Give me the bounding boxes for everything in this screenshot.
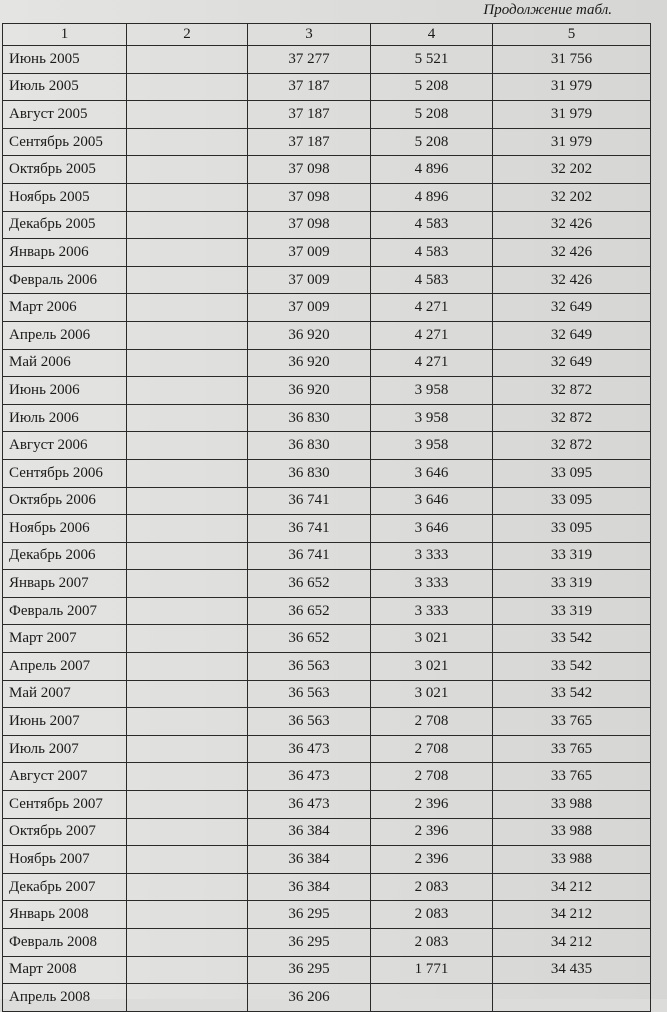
table-row (3, 183, 651, 211)
column-3-cell: 36 652 (248, 570, 371, 598)
period-cell: Июнь 2007 (3, 708, 127, 736)
column-2-cell (127, 653, 248, 681)
column-header-5: 5 (493, 24, 651, 46)
column-2-cell (127, 570, 248, 598)
column-2-cell (127, 818, 248, 846)
column-5-cell: 33 095 (493, 459, 651, 487)
period-cell: Декабрь 2006 (3, 542, 127, 570)
column-3-cell: 37 187 (248, 73, 371, 101)
column-5-cell: 33 095 (493, 515, 651, 543)
column-4-cell: 4 896 (371, 183, 493, 211)
column-2-cell (127, 432, 248, 460)
column-4-cell: 3 646 (371, 515, 493, 543)
column-5-cell: 33 765 (493, 763, 651, 791)
column-2-cell (127, 542, 248, 570)
column-5-cell: 32 649 (493, 349, 651, 377)
table-row (3, 487, 651, 515)
column-4-cell: 2 396 (371, 846, 493, 874)
table-body (3, 46, 651, 1012)
table-row (3, 956, 651, 984)
column-5-cell: 34 212 (493, 901, 651, 929)
column-3-cell: 36 384 (248, 846, 371, 874)
period-cell: Июнь 2005 (3, 46, 127, 74)
period-cell: Июль 2007 (3, 735, 127, 763)
column-3-cell: 36 741 (248, 542, 371, 570)
table-row (3, 432, 651, 460)
period-cell: Январь 2006 (3, 239, 127, 267)
period-cell: Май 2007 (3, 680, 127, 708)
column-3-cell: 36 206 (248, 984, 371, 1012)
column-2-cell (127, 128, 248, 156)
column-4-cell: 3 646 (371, 459, 493, 487)
table-row (3, 818, 651, 846)
column-3-cell: 36 295 (248, 929, 371, 957)
column-3-cell: 37 187 (248, 128, 371, 156)
column-3-cell: 37 098 (248, 211, 371, 239)
period-cell: Март 2007 (3, 625, 127, 653)
column-3-cell: 37 098 (248, 156, 371, 184)
column-2-cell (127, 349, 248, 377)
column-3-cell: 36 920 (248, 321, 371, 349)
column-5-cell: 32 426 (493, 266, 651, 294)
column-3-cell: 36 384 (248, 873, 371, 901)
column-5-cell: 33 765 (493, 735, 651, 763)
column-2-cell (127, 239, 248, 267)
table-row (3, 156, 651, 184)
column-5-cell (493, 984, 651, 1012)
column-4-cell: 4 271 (371, 294, 493, 322)
column-3-cell: 36 473 (248, 763, 371, 791)
column-4-cell: 4 583 (371, 211, 493, 239)
column-5-cell: 32 872 (493, 404, 651, 432)
column-4-cell: 3 646 (371, 487, 493, 515)
column-5-cell: 32 872 (493, 377, 651, 405)
period-cell: Декабрь 2007 (3, 873, 127, 901)
column-header-1: 1 (3, 24, 127, 46)
column-3-cell: 36 741 (248, 515, 371, 543)
column-2-cell (127, 321, 248, 349)
data-table (2, 23, 651, 1012)
column-2-cell (127, 266, 248, 294)
period-cell: Ноябрь 2006 (3, 515, 127, 543)
table-row (3, 625, 651, 653)
column-4-cell: 2 708 (371, 708, 493, 736)
column-2-cell (127, 735, 248, 763)
column-2-cell (127, 901, 248, 929)
column-4-cell: 3 333 (371, 570, 493, 598)
column-4-cell: 2 083 (371, 929, 493, 957)
header-row (3, 24, 651, 46)
period-cell: Сентябрь 2007 (3, 791, 127, 819)
column-5-cell: 32 426 (493, 239, 651, 267)
column-4-cell: 4 583 (371, 266, 493, 294)
table-row (3, 46, 651, 74)
period-cell: Май 2006 (3, 349, 127, 377)
period-cell: Июль 2006 (3, 404, 127, 432)
column-3-cell: 36 830 (248, 459, 371, 487)
column-5-cell: 33 319 (493, 597, 651, 625)
column-3-cell: 36 830 (248, 432, 371, 460)
column-header-3: 3 (248, 24, 371, 46)
column-4-cell: 4 271 (371, 321, 493, 349)
column-5-cell: 32 649 (493, 321, 651, 349)
table-row (3, 266, 651, 294)
table-row (3, 73, 651, 101)
period-cell: Январь 2008 (3, 901, 127, 929)
column-2-cell (127, 73, 248, 101)
column-5-cell: 32 649 (493, 294, 651, 322)
column-5-cell: 31 979 (493, 128, 651, 156)
column-5-cell: 32 426 (493, 211, 651, 239)
table-row (3, 294, 651, 322)
period-cell: Апрель 2006 (3, 321, 127, 349)
column-3-cell: 36 920 (248, 377, 371, 405)
period-cell: Август 2006 (3, 432, 127, 460)
column-2-cell (127, 846, 248, 874)
period-cell: Январь 2007 (3, 570, 127, 598)
period-cell: Август 2007 (3, 763, 127, 791)
table-row (3, 846, 651, 874)
table-row (3, 984, 651, 1012)
column-4-cell: 5 208 (371, 128, 493, 156)
column-3-cell: 36 563 (248, 680, 371, 708)
column-5-cell: 33 988 (493, 791, 651, 819)
column-2-cell (127, 763, 248, 791)
column-3-cell: 36 563 (248, 653, 371, 681)
column-4-cell: 3 333 (371, 542, 493, 570)
column-5-cell: 33 542 (493, 625, 651, 653)
column-5-cell: 33 542 (493, 680, 651, 708)
table-row (3, 128, 651, 156)
table-row (3, 377, 651, 405)
column-2-cell (127, 211, 248, 239)
column-2-cell (127, 101, 248, 129)
column-2-cell (127, 956, 248, 984)
column-4-cell: 2 396 (371, 818, 493, 846)
column-3-cell: 37 098 (248, 183, 371, 211)
column-2-cell (127, 984, 248, 1012)
table-row (3, 708, 651, 736)
column-5-cell: 31 979 (493, 101, 651, 129)
table-row (3, 763, 651, 791)
column-3-cell: 36 652 (248, 597, 371, 625)
column-4-cell: 3 333 (371, 597, 493, 625)
column-2-cell (127, 708, 248, 736)
column-2-cell (127, 183, 248, 211)
column-2-cell (127, 46, 248, 74)
column-5-cell: 34 435 (493, 956, 651, 984)
period-cell: Июль 2005 (3, 73, 127, 101)
column-3-cell: 36 384 (248, 818, 371, 846)
column-5-cell: 31 979 (493, 73, 651, 101)
column-5-cell: 31 756 (493, 46, 651, 74)
column-4-cell: 2 083 (371, 901, 493, 929)
column-2-cell (127, 404, 248, 432)
table-row (3, 680, 651, 708)
period-cell: Октябрь 2007 (3, 818, 127, 846)
period-cell: Февраль 2006 (3, 266, 127, 294)
column-3-cell: 37 009 (248, 239, 371, 267)
column-3-cell: 37 277 (248, 46, 371, 74)
column-2-cell (127, 156, 248, 184)
column-3-cell: 36 295 (248, 956, 371, 984)
column-5-cell: 34 212 (493, 929, 651, 957)
column-3-cell: 36 920 (248, 349, 371, 377)
column-2-cell (127, 515, 248, 543)
column-5-cell: 32 872 (493, 432, 651, 460)
column-3-cell: 36 830 (248, 404, 371, 432)
table-row (3, 791, 651, 819)
column-2-cell (127, 791, 248, 819)
column-4-cell: 2 708 (371, 735, 493, 763)
table-row (3, 101, 651, 129)
period-cell: Ноябрь 2007 (3, 846, 127, 874)
column-4-cell: 5 208 (371, 73, 493, 101)
column-3-cell: 36 563 (248, 708, 371, 736)
column-4-cell: 2 708 (371, 763, 493, 791)
column-4-cell: 3 021 (371, 680, 493, 708)
column-5-cell: 33 988 (493, 846, 651, 874)
table-caption: Продолжение табл. (483, 2, 612, 18)
column-3-cell: 36 295 (248, 901, 371, 929)
column-2-cell (127, 680, 248, 708)
column-2-cell (127, 294, 248, 322)
period-cell: Июнь 2006 (3, 377, 127, 405)
period-cell: Апрель 2008 (3, 984, 127, 1012)
column-2-cell (127, 873, 248, 901)
period-cell: Декабрь 2005 (3, 211, 127, 239)
table-row (3, 873, 651, 901)
column-3-cell: 36 473 (248, 735, 371, 763)
column-5-cell: 33 095 (493, 487, 651, 515)
column-2-cell (127, 929, 248, 957)
column-4-cell: 2 396 (371, 791, 493, 819)
table-row (3, 653, 651, 681)
period-cell: Февраль 2007 (3, 597, 127, 625)
column-2-cell (127, 377, 248, 405)
column-4-cell: 2 083 (371, 873, 493, 901)
column-4-cell: 3 021 (371, 653, 493, 681)
column-2-cell (127, 487, 248, 515)
table-row (3, 929, 651, 957)
column-4-cell: 1 771 (371, 956, 493, 984)
column-4-cell: 4 583 (371, 239, 493, 267)
period-cell: Март 2008 (3, 956, 127, 984)
column-4-cell: 4 271 (371, 349, 493, 377)
table-row (3, 211, 651, 239)
column-5-cell: 33 542 (493, 653, 651, 681)
column-5-cell: 32 202 (493, 183, 651, 211)
table-row (3, 735, 651, 763)
table-row (3, 901, 651, 929)
column-4-cell: 5 208 (371, 101, 493, 129)
column-5-cell: 34 212 (493, 873, 651, 901)
period-cell: Ноябрь 2005 (3, 183, 127, 211)
table-row (3, 570, 651, 598)
period-cell: Октябрь 2005 (3, 156, 127, 184)
period-cell: Сентябрь 2006 (3, 459, 127, 487)
column-4-cell (371, 984, 493, 1012)
column-5-cell: 33 319 (493, 570, 651, 598)
column-5-cell: 32 202 (493, 156, 651, 184)
column-3-cell: 36 741 (248, 487, 371, 515)
column-3-cell: 36 473 (248, 791, 371, 819)
table-row (3, 459, 651, 487)
column-2-cell (127, 459, 248, 487)
table-row (3, 239, 651, 267)
column-3-cell: 37 187 (248, 101, 371, 129)
column-header-4: 4 (371, 24, 493, 46)
table-row (3, 349, 651, 377)
period-cell: Август 2005 (3, 101, 127, 129)
column-4-cell: 5 521 (371, 46, 493, 74)
table-row (3, 515, 651, 543)
table-row (3, 321, 651, 349)
period-cell: Февраль 2008 (3, 929, 127, 957)
column-3-cell: 37 009 (248, 294, 371, 322)
column-4-cell: 3 958 (371, 377, 493, 405)
column-4-cell: 4 896 (371, 156, 493, 184)
period-cell: Октябрь 2006 (3, 487, 127, 515)
column-2-cell (127, 625, 248, 653)
column-4-cell: 3 958 (371, 404, 493, 432)
column-4-cell: 3 021 (371, 625, 493, 653)
column-3-cell: 37 009 (248, 266, 371, 294)
column-4-cell: 3 958 (371, 432, 493, 460)
table-row (3, 597, 651, 625)
table-row (3, 404, 651, 432)
period-cell: Апрель 2007 (3, 653, 127, 681)
column-2-cell (127, 597, 248, 625)
period-cell: Март 2006 (3, 294, 127, 322)
column-header-2: 2 (127, 24, 248, 46)
column-5-cell: 33 765 (493, 708, 651, 736)
column-3-cell: 36 652 (248, 625, 371, 653)
period-cell: Сентябрь 2005 (3, 128, 127, 156)
column-5-cell: 33 319 (493, 542, 651, 570)
table-row (3, 542, 651, 570)
column-5-cell: 33 988 (493, 818, 651, 846)
